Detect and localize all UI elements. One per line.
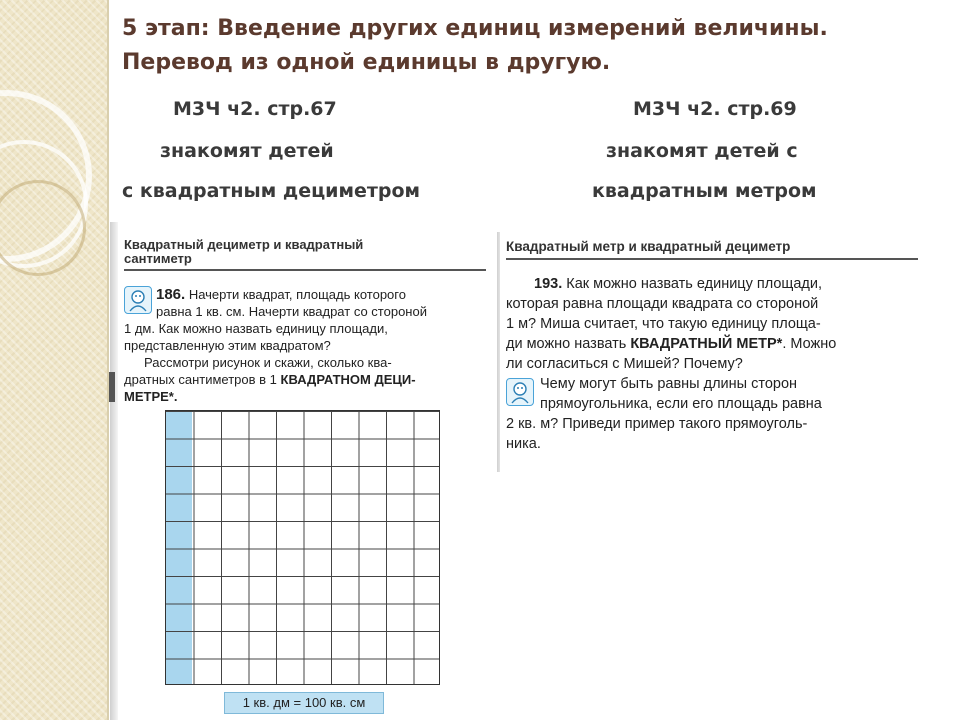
decorative-circle [0, 180, 86, 276]
left-intro: знакомят детей [160, 140, 334, 162]
page-gutter [110, 222, 118, 720]
left-heading-line-2: сантиметр [124, 251, 192, 266]
task-193-line: Чему могут быть равны длины сторон [540, 376, 798, 392]
decorative-side-panel [0, 0, 107, 720]
task-186-text [124, 286, 486, 405]
task-193-line: . Можно [782, 336, 837, 352]
grid-caption: 1 кв. дм = 100 кв. см [224, 692, 384, 714]
title-line-1: 5 этап: Введение других единиц измерений величины. [122, 16, 828, 41]
task-193-line: Как можно назвать единицу площади, [566, 276, 823, 292]
side-divider [107, 0, 109, 720]
task-186-line: дратных сантиметров в 1 [124, 372, 281, 387]
highlighted-column-lines [166, 411, 192, 684]
right-intro: знакомят детей с [606, 140, 798, 162]
task-186-line: МЕТРЕ*. [124, 389, 178, 404]
task-193-line: которая равна площади квадрата со стороной [506, 296, 819, 312]
task-186-line: Рассмотри рисунок и скажи, сколько ква- [144, 355, 392, 370]
term-square-decimeter: КВАДРАТНОМ ДЕЦИ- [280, 372, 416, 387]
left-reference: М3Ч ч2. стр.67 [173, 98, 337, 120]
task-186-number: 186. [156, 286, 186, 303]
left-section-heading [124, 238, 454, 266]
task-186-line: равна 1 кв. см. Начерти квадрат со стороной [156, 304, 427, 319]
task-186-line: 1 дм. Как можно назвать единицу площади, [124, 321, 388, 336]
task-193-line: прямоугольника, если его площадь равна [540, 396, 822, 412]
task-193-line: 2 кв. м? Приведи пример такого прямоуголь- [506, 416, 808, 432]
task-193-line: 1 м? Миша считает, что такую единицу площа- [506, 316, 821, 332]
pupil-icon [506, 378, 534, 406]
task-193-line: ли согласиться с Мишей? Почему? [506, 356, 743, 372]
left-topic: с квадратным дециметром [122, 180, 421, 202]
page-edge-mark [109, 372, 115, 402]
task-186-line: представленную этим квадратом? [124, 338, 331, 353]
task-193-number: 193. [534, 276, 563, 292]
slide-title [122, 12, 922, 80]
right-section-heading: Квадратный метр и квадратный дециметр [506, 239, 791, 254]
task-193-line: ди можно назвать [506, 336, 631, 352]
task-193-line: ника. [506, 436, 541, 452]
task-193-text [506, 274, 918, 454]
left-heading-line-1: Квадратный дециметр и квадратный [124, 237, 364, 252]
title-line-2: Перевод из одной единицы в другую. [122, 50, 611, 75]
right-heading-rule [506, 258, 918, 260]
right-topic: квадратным метром [592, 180, 817, 202]
square-decimeter-grid [165, 410, 440, 685]
left-heading-rule [124, 269, 486, 271]
term-square-meter: КВАДРАТНЫЙ МЕТР* [630, 336, 783, 352]
right-reference: М3Ч ч2. стр.69 [633, 98, 797, 120]
task-186-line: Начерти квадрат, площадь которого [188, 287, 406, 302]
